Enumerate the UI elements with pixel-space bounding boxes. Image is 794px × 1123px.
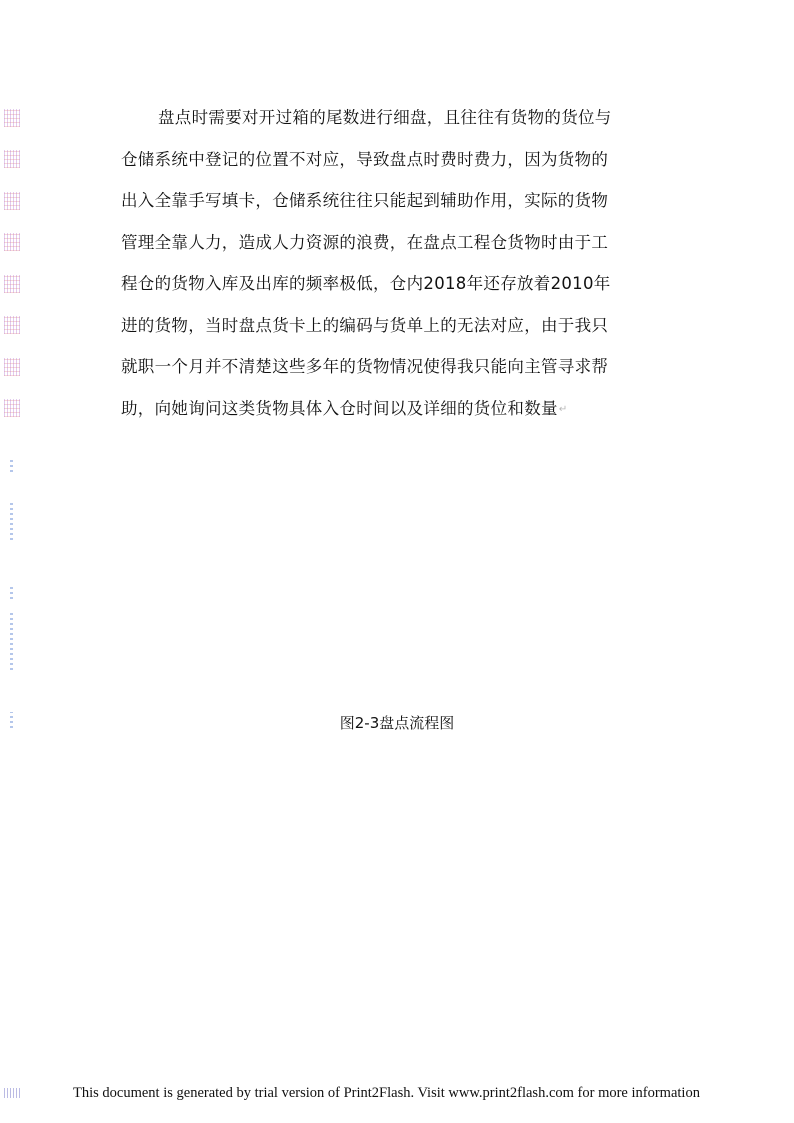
- paragraph-line: [121, 187, 681, 229]
- figure-caption: 图2-3盘点流程图: [339, 714, 455, 732]
- body-paragraph: [121, 104, 681, 436]
- paragraph-line-text: 仓储系统中登记的位置不对应，导致盘点时费时费力，因为货物的: [121, 149, 609, 169]
- margin-artifact-icon: [4, 233, 20, 251]
- footer-artifact-icon: [4, 1088, 22, 1098]
- margin-artifact-icon: [4, 192, 20, 210]
- paragraph-line-text: 盘点时需要对开过箱的尾数进行细盘，且往往有货物的货位与: [158, 108, 612, 127]
- paragraph-line-text: 程仓的货物入库及出库的频率极低，仓内2018年还存放着2010年: [121, 274, 611, 293]
- margin-artifact-icon: [4, 275, 20, 293]
- paragraph-line-text: 出入全靠手写填卡，仓储系统往往只能起到辅助作用，实际的货物: [121, 191, 609, 210]
- paragraph-line: [121, 270, 681, 312]
- footer-watermark: This document is generated by trial version of Print2Flash. Visit www.print2flash.com for more information: [73, 1085, 700, 1101]
- paragraph-line: [121, 229, 681, 271]
- paragraph-line-text: 就职一个月并不清楚这些多年的货物情况使得我只能向主管寻求帮: [121, 357, 609, 376]
- margin-artifact-icon: [10, 585, 13, 599]
- margin-artifact-icon: [4, 109, 20, 127]
- margin-artifact-icon: [10, 610, 13, 670]
- paragraph-line-text: 进的货物，当时盘点货卡上的编码与货单上的无法对应，由于我只: [121, 315, 609, 335]
- paragraph-line: [121, 146, 681, 188]
- margin-artifact-icon: [4, 316, 20, 334]
- paragraph-line: [121, 312, 681, 354]
- margin-artifact-icon: [4, 399, 20, 417]
- paragraph-line-text: 助，向她询问这类货物具体入仓时间以及详细的货位和数量: [121, 398, 558, 418]
- paragraph-line: [121, 395, 681, 437]
- paragraph-mark-icon: ↵: [558, 403, 568, 415]
- paragraph-line: [121, 104, 681, 146]
- margin-artifact-icon: [4, 150, 20, 168]
- paragraph-line-text: 管理全靠人力，造成人力资源的浪费，在盘点工程仓货物时由于工: [121, 232, 609, 252]
- margin-artifact-icon: [4, 358, 20, 376]
- margin-artifact-icon: [10, 458, 13, 472]
- paragraph-line: [121, 353, 681, 395]
- margin-artifact-icon: [10, 500, 13, 540]
